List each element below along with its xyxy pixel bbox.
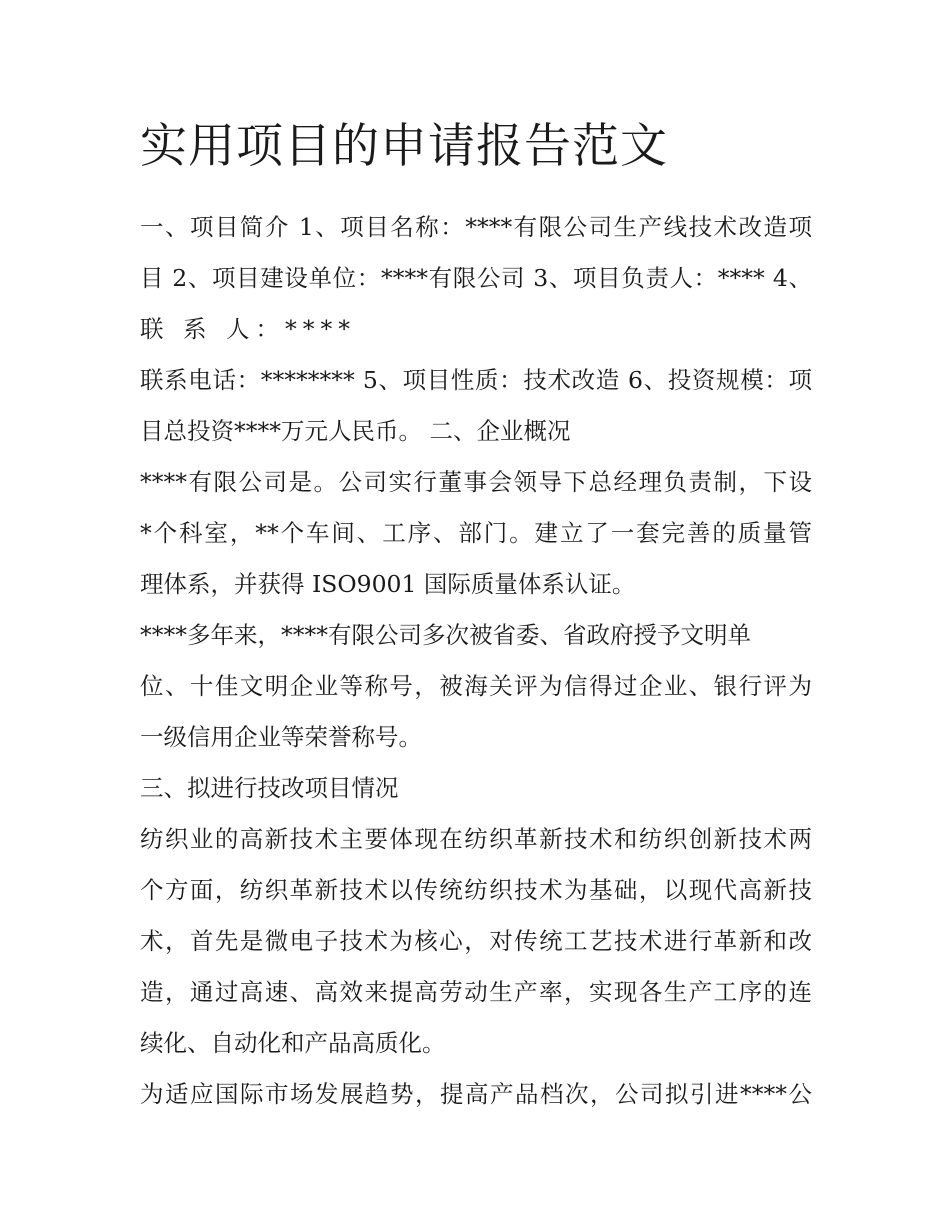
body-line-16: 造，通过高速、高效来提高劳动生产率，实现各生产工序的连	[140, 978, 812, 1006]
body-line-7: *个科室，**个车间、工序、部门。建立了一套完善的质量管	[140, 519, 812, 547]
body-line-4: 联系电话：******** 5、项目性质：技术改造 6、投资规模：项	[140, 366, 812, 394]
body-line-14: 个方面，纺织革新技术以传统纺织技术为基础，以现代高新技	[140, 876, 812, 904]
body-line-5: 目总投资****万元人民币。 二、企业概况	[140, 417, 571, 445]
section-heading-3: 三、拟进行技改项目情况	[140, 774, 399, 802]
body-line-2: 目 2、项目建设单位：****有限公司 3、项目负责人：**** 4、	[140, 264, 812, 292]
body-line-15: 术，首先是微电子技术为核心，对传统工艺技术进行革新和改	[140, 927, 812, 955]
document-title: 实用项目的申请报告范文	[140, 119, 668, 174]
document-page	[140, 110, 812, 1120]
body-line-10: 位、十佳文明企业等称号，被海关评为信得过企业、银行评为	[140, 672, 812, 700]
body-line-17: 续化、自动化和产品高质化。	[140, 1029, 446, 1057]
body-line-13: 纺织业的高新技术主要体现在纺织革新技术和纺织创新技术两	[140, 825, 812, 853]
body-line-3: 联 系 人：****	[140, 315, 356, 343]
body-line-18: 为适应国际市场发展趋势，提高产品档次，公司拟引进****公	[140, 1080, 812, 1108]
body-line-1: 一、项目简介 1、项目名称：****有限公司生产线技术改造项	[140, 213, 812, 241]
body-line-11: 一级信用企业等荣誉称号。	[140, 723, 422, 751]
body-line-6: ****有限公司是。公司实行董事会领导下总经理负责制，下设	[140, 468, 812, 496]
body-line-9: ****多年来，****有限公司多次被省委、省政府授予文明单	[140, 621, 751, 649]
body-line-8: 理体系，并获得 ISO9001 国际质量体系认证。	[140, 570, 636, 598]
